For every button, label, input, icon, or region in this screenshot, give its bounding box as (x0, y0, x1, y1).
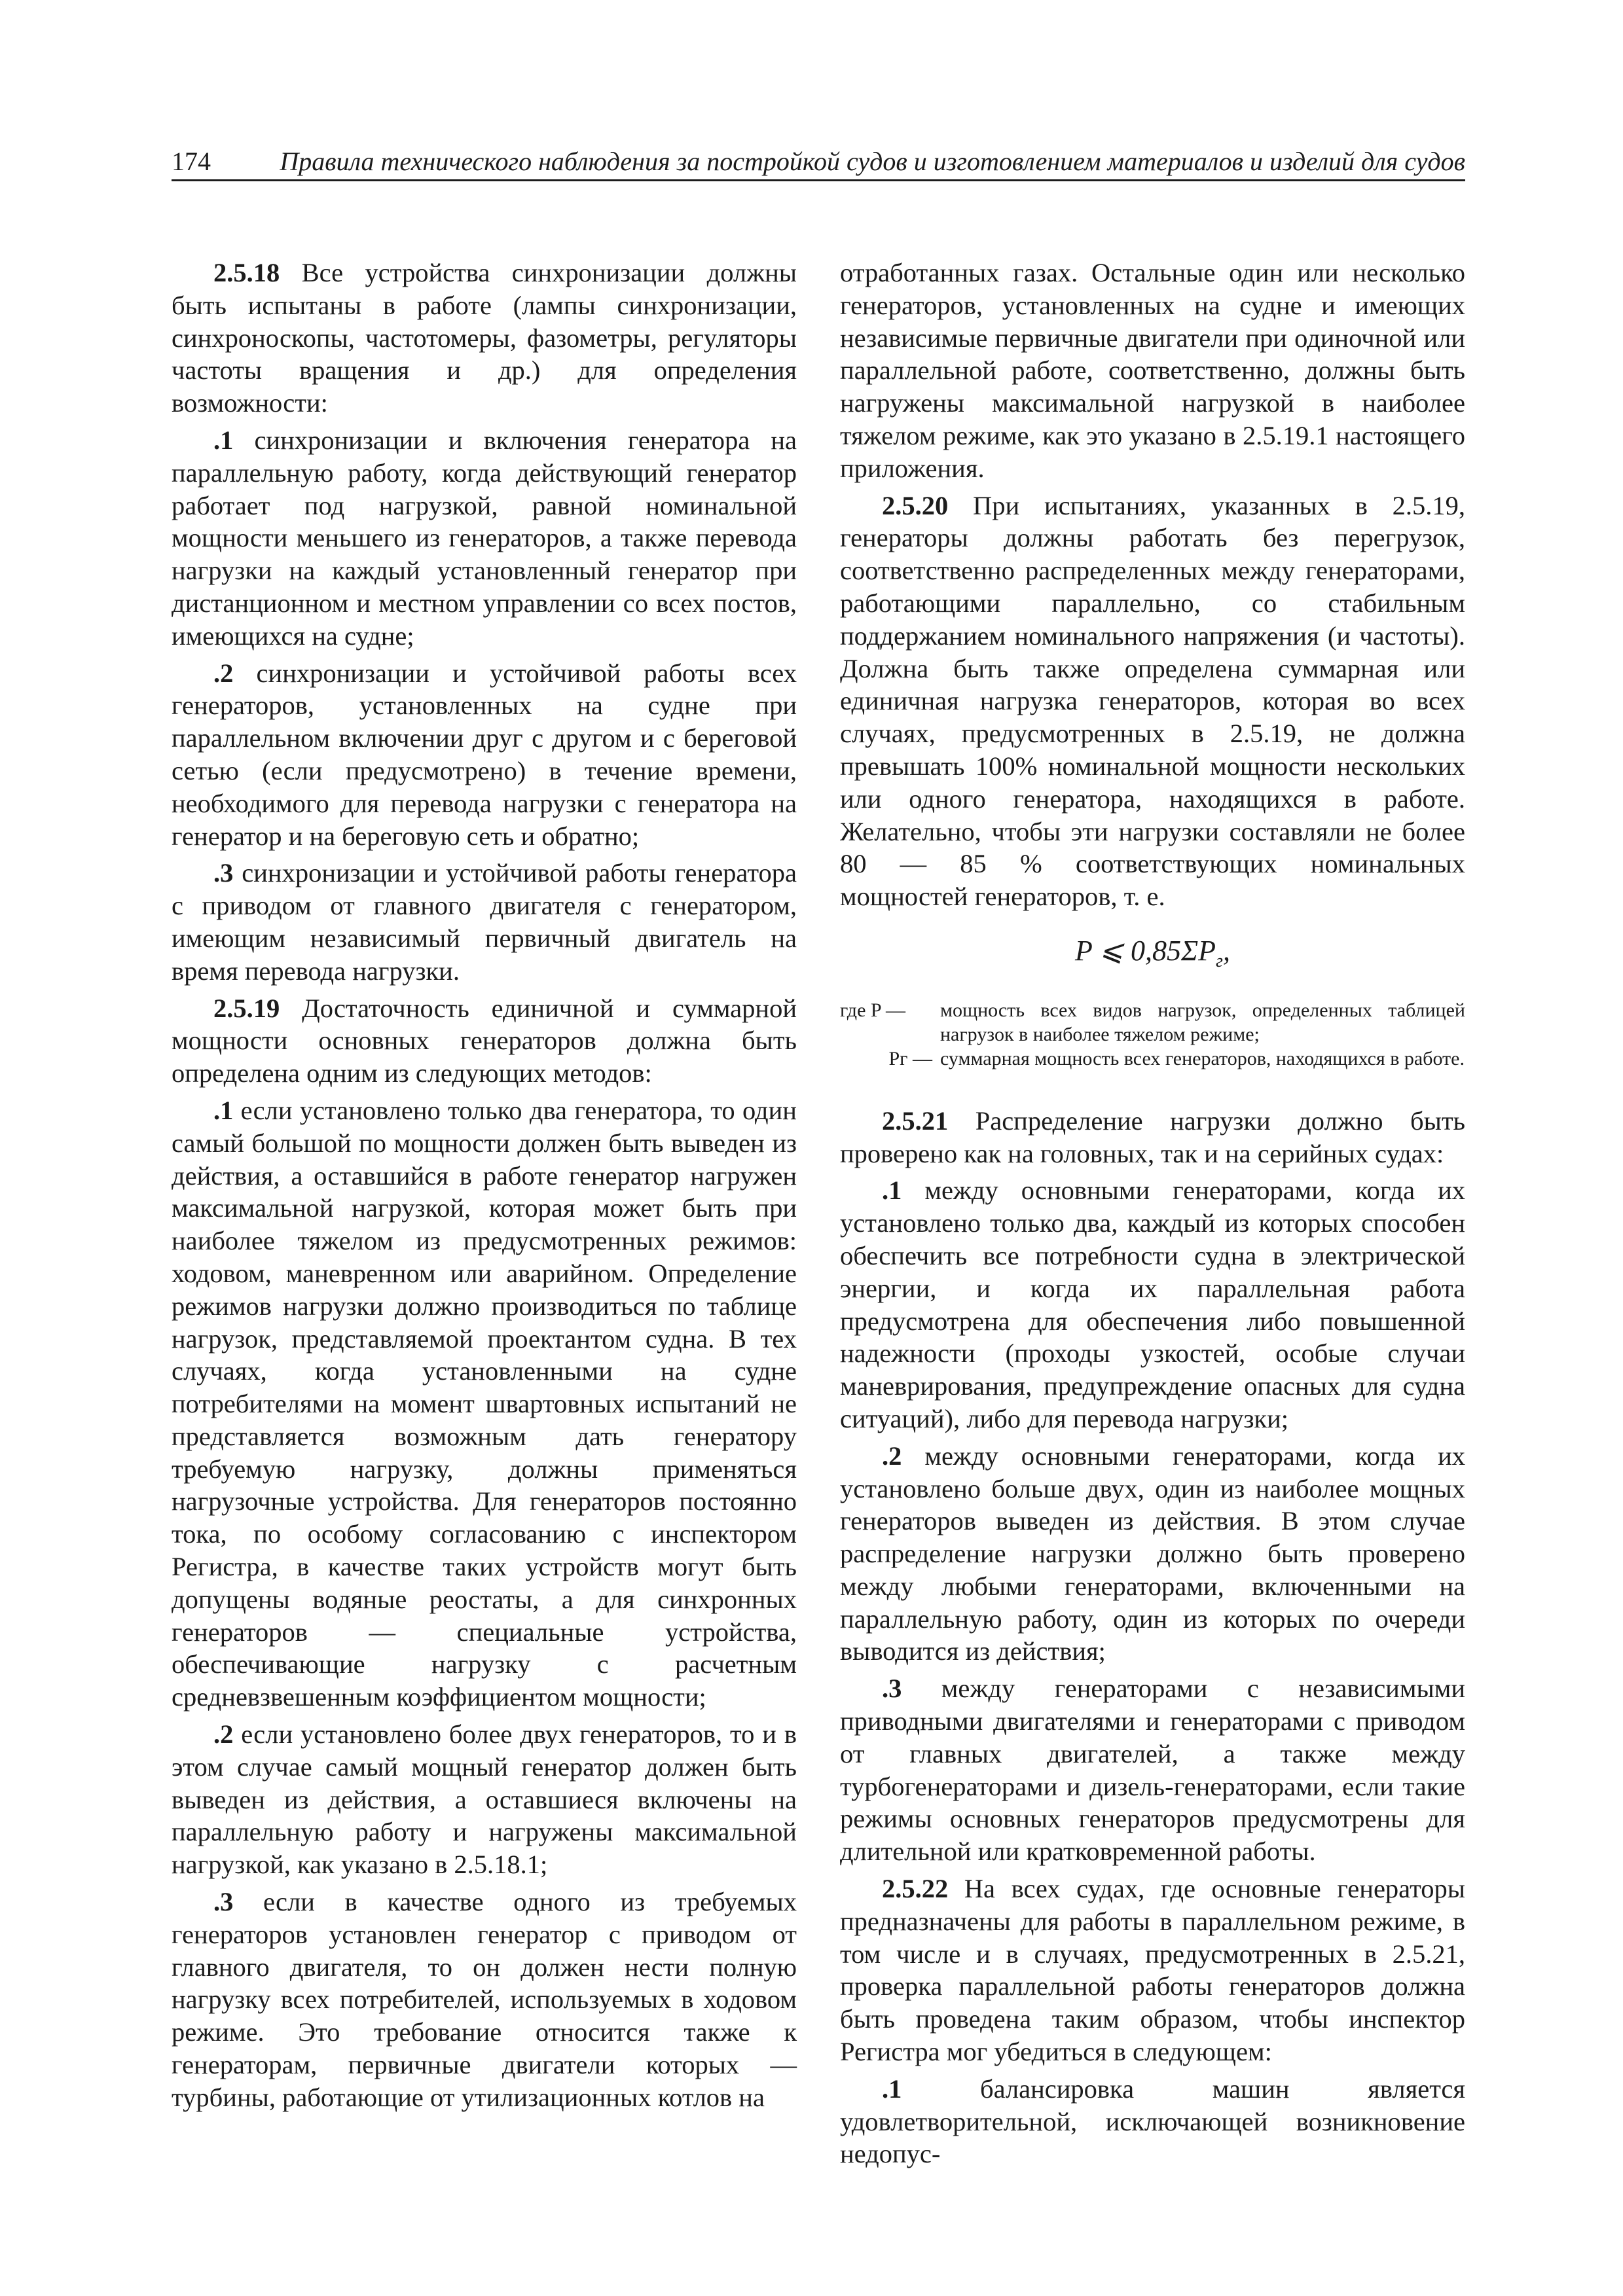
header-rule (172, 179, 1465, 181)
legend-row (840, 998, 1465, 1047)
clause-number: 2.5.22 (882, 1874, 949, 1904)
formula-main: P ⩽ 0,85ΣP (1075, 934, 1216, 967)
page-number: 174 (172, 147, 211, 176)
right-column (840, 257, 1465, 2175)
item-number: .2 (213, 1719, 234, 1749)
item-number: .1 (213, 1095, 234, 1125)
clause-number: 2.5.20 (882, 490, 949, 520)
paragraph-2-5-20 (840, 490, 1465, 913)
item-text: между основными генераторами, когда их установлено только два, каждый из которых способен обеспечить все потребности судна в электрической энергии, и когда их параллельная работа предусмотрена для обеспечения либо повышенной надежности (проходы узкостей, особые случаи маневрирования, предупреждение опасных для судна ситуаций), либо для перевода нагрузки; (840, 1175, 1465, 1433)
page-header (172, 145, 1465, 182)
legend-symbol: где P — (840, 999, 905, 1021)
formula-subscript: г (1216, 950, 1223, 971)
item-number: .2 (213, 658, 234, 688)
legend-description: мощность всех видов нагрузок, определенных таблицей нагрузок в наиболее тяжелом режиме; (940, 999, 1465, 1045)
item-text: синхронизации и устойчивой работы генератора с приводом от главного двигателя с генератором, имеющим независимый первичный двигатель на время перевода нагрузки. (172, 858, 797, 986)
item-text: если установлено более двух генераторов, то и в этом случае самый мощный генератор должен быть выведен из действия, а оставшиеся включены на параллельную работу и нагружены максимальной нагрузкой, как указано в 2.5.18.1; (172, 1719, 797, 1880)
item-number: .1 (882, 2073, 902, 2104)
item-2-5-22-1 (840, 2073, 1465, 2170)
paragraph-text: На всех судах, где основные генераторы предназначены для работы в параллельном режиме, в том числе и в случаях, предусмотренных в 2.5.21, проверка параллельной работы генераторов должна быть проведена таким образом, чтобы инспектор Регистра мог убедиться в следующем: (840, 1874, 1465, 2067)
item-text: синхронизации и включения генератора на параллельную работу, когда действующий генератор работает под нагрузкой, равной номинальной мощности меньшего из генераторов, а также перевода нагрузки на каждый установленный генератор при дистанционном и местном управлении со всех постов, имеющихся на судне; (172, 425, 797, 651)
formula-tail: , (1222, 934, 1230, 967)
item-number: .1 (882, 1175, 902, 1206)
paragraph-continuation: отработанных газах. Остальные один или несколько генераторов, установленных на судне и имеющих независимые первичные двигатели при одиночной или параллельной работе, соответственно, должны быть нагружены максимальной нагрузкой в наиболее тяжелом режиме, как это указано в 2.5.19.1 настоящего приложения. (840, 258, 1465, 483)
clause-number: 2.5.18 (213, 258, 280, 287)
paragraph-text: Распределение нагрузки должно быть проверено как на головных, так и на серийных судах: (840, 1105, 1465, 1168)
item-2-5-21-1 (840, 1174, 1465, 1435)
item-2-5-21-3 (840, 1672, 1465, 1868)
item-2-5-18-3 (172, 857, 797, 987)
legend-row (840, 1047, 1465, 1071)
item-2-5-19-2 (172, 1718, 797, 1881)
left-column (172, 257, 797, 2119)
clause-number: 2.5.21 (882, 1105, 949, 1136)
item-number: .2 (882, 1441, 902, 1471)
item-text: если в качестве одного из требуемых генераторов установлен генератор с приводом от главного двигателя, то он должен нести полную нагрузку всех потребителей, используемых в ходовом режиме. Это требование относится также к генераторам, первичные двигатели которых — турбины, работающие от утилизационных котлов на (172, 1887, 797, 2112)
item-number: .3 (213, 858, 234, 888)
running-title: Правила технического наблюдения за постройкой судов и изготовлением материалов и изделий для судов (280, 147, 1465, 176)
paragraph-text: Все устройства синхронизации должны быть испытаны в работе (лампы синхронизации, синхроноскопы, частотомеры, фазометры, регуляторы частоты вращения и др.) для определения возможности: (172, 258, 797, 418)
clause-number: 2.5.19 (213, 993, 280, 1023)
formula-legend (840, 998, 1465, 1071)
paragraph-2-5-18 (172, 257, 797, 420)
item-number: .3 (213, 1887, 234, 1917)
paragraph-2-5-21 (840, 1105, 1465, 1170)
item-text: между генераторами с независимыми приводными двигателями и генераторами с приводом от главных двигателей, а также между турбогенераторами и дизель-генераторами, если такие режимы основных генераторов предусмотрены для длительной или кратковременной работы. (840, 1674, 1465, 1867)
item-text: между основными генераторами, когда их установлено больше двух, один из наиболее мощных генераторов выведен из действия. В этом случае распределение нагрузки должно быть проверено между любыми генераторами, включенными на параллельную работу, один из которых по очереди выводится из действия; (840, 1441, 1465, 1666)
item-2-5-19-3 (172, 1886, 797, 2114)
item-number: .3 (882, 1674, 902, 1704)
paragraph-2-5-19 (172, 992, 797, 1090)
item-text: синхронизации и устойчивой работы всех генераторов, установленных на судне при параллельном включении друг с другом и с береговой сетью (если предусмотрено) в течение времени, необходимого для перевода нагрузки с генератора на генератор и на береговую сеть и обратно; (172, 658, 797, 851)
item-2-5-18-2 (172, 657, 797, 853)
item-text: если установлено только два генератора, то один самый большой по мощности должен быть выведен из действия, а оставшийся в работе генератор нагружен максимальной нагрузкой, которая может быть при наиболее тяжелом из предусмотренных режимов: ходовом, маневренном или аварийном. Определение режимов нагрузки должно производиться по таблице нагрузок, представляемой проектантом судна. В тех случаях, когда установленными на судне потребителями на момент швартовных испытаний не представляется возможным дать генератору требуемую нагрузку, должны применяться нагрузочные устройства. Для генераторов постоянно тока, по особому согласованию с инспектором Регистра, в качестве таких устройств могут быть допущены водяные реостаты, а для синхронных генераторов — специальные устройства, обеспечивающие нагрузку с расчетным средневзвешенным коэффициентом мощности; (172, 1095, 797, 1712)
item-number: .1 (213, 425, 234, 455)
item-2-5-18-1 (172, 424, 797, 653)
item-2-5-21-2 (840, 1440, 1465, 1668)
paragraph-2-5-22 (840, 1873, 1465, 2068)
legend-symbol: Pг — (888, 1047, 932, 1069)
paragraph-text: При испытаниях, указанных в 2.5.19, генераторы должны работать без перегрузок, соответственно распределенных между генераторами, работающими параллельно, со стабильным поддержанием номинального напряжения (и частоты). Должна быть также определена суммарная или единичная нагрузка генераторов, которая во всех случаях, предусмотренных в 2.5.19, не должна превышать 100% номинальной мощности нескольких или одного генератора, находящихся в работе. Желательно, чтобы эти нагрузки составляли не более 80 — 85 % соответствующих номинальных мощностей генераторов, т. е. (840, 490, 1465, 912)
item-2-5-19-1 (172, 1094, 797, 1713)
item-text: балансировка машин является удовлетворительной, исключающей возникновение недопус- (840, 2073, 1465, 2169)
paragraph-text: Достаточность единичной и суммарной мощности основных генераторов должна быть определена одним из следующих методов: (172, 993, 797, 1088)
formula (840, 931, 1465, 981)
legend-description: суммарная мощность всех генераторов, находящихся в работе. (940, 1047, 1465, 1069)
